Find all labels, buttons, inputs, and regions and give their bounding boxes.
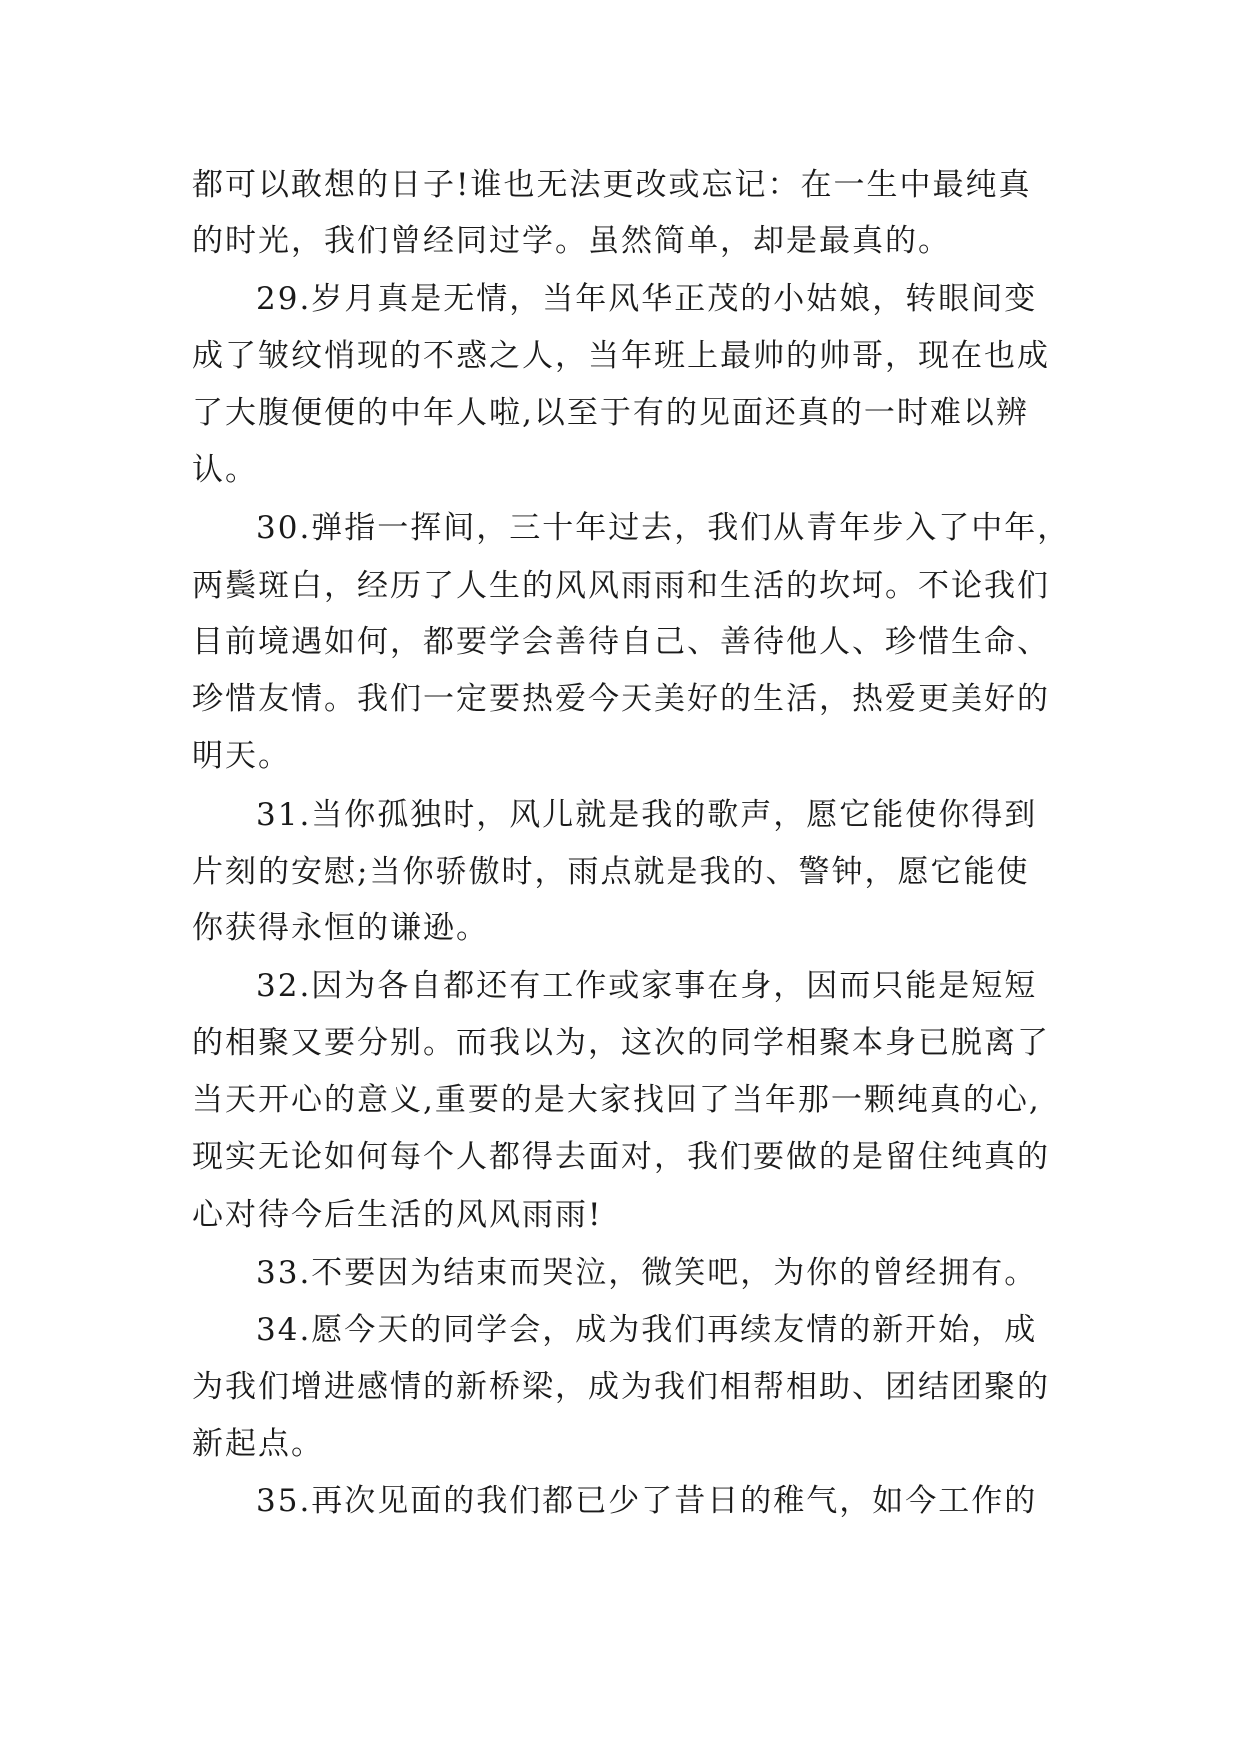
text-line: 当天开心的意义,重要的是大家找回了当年那一颗纯真的心,: [192, 1082, 1041, 1118]
text-line: 现实无论如何每个人都得去面对，我们要做的是留住纯真的: [192, 1139, 1050, 1175]
text-line: 片刻的安慰;当你骄傲时，雨点就是我的、警钟，愿它能使: [192, 854, 1030, 890]
text-line: 31.当你孤独时，风儿就是我的歌声，愿它能使你得到: [256, 797, 1038, 833]
text-line: 新起点。: [192, 1426, 324, 1462]
text-line: 32.因为各自都还有工作或家事在身，因而只能是短短: [256, 968, 1038, 1004]
text-line: 心对待今后生活的风风雨雨!: [192, 1197, 603, 1233]
text-line: 都可以敢想的日子!谁也无法更改或忘记：在一生中最纯真: [192, 167, 1032, 203]
text-line: 你获得永恒的谦逊。: [192, 910, 489, 946]
text-line: 珍惜友情。我们一定要热爱今天美好的生活，热爱更美好的: [192, 681, 1050, 717]
text-line: 35.再次见面的我们都已少了昔日的稚气，如今工作的: [256, 1483, 1038, 1519]
text-line: 明天。: [192, 738, 291, 774]
text-line: 的相聚又要分别。而我以为，这次的同学相聚本身已脱离了: [192, 1025, 1050, 1061]
text-line: 30.弹指一挥间，三十年过去，我们从青年步入了中年，: [256, 510, 1071, 546]
text-line: 33.不要因为结束而哭泣，微笑吧，为你的曾经拥有。: [256, 1255, 1038, 1291]
text-line: 两鬓斑白，经历了人生的风风雨雨和生活的坎坷。不论我们: [192, 568, 1050, 604]
text-line: 的时光，我们曾经同过学。虽然简单，却是最真的。: [192, 223, 951, 259]
text-line: 为我们增进感情的新桥梁，成为我们相帮相助、团结团聚的: [192, 1369, 1050, 1405]
text-line: 34.愿今天的同学会，成为我们再续友情的新开始，成: [256, 1312, 1038, 1348]
text-line: 成了皱纹悄现的不惑之人，当年班上最帅的帅哥，现在也成: [192, 338, 1050, 374]
text-line: 目前境遇如何，都要学会善待自己、善待他人、珍惜生命、: [192, 624, 1050, 660]
text-line: 了大腹便便的中年人啦,以至于有的见面还真的一时难以辨: [192, 395, 1029, 431]
text-line: 认。: [192, 452, 258, 488]
text-line: 29.岁月真是无情，当年风华正茂的小姑娘，转眼间变: [256, 281, 1038, 317]
